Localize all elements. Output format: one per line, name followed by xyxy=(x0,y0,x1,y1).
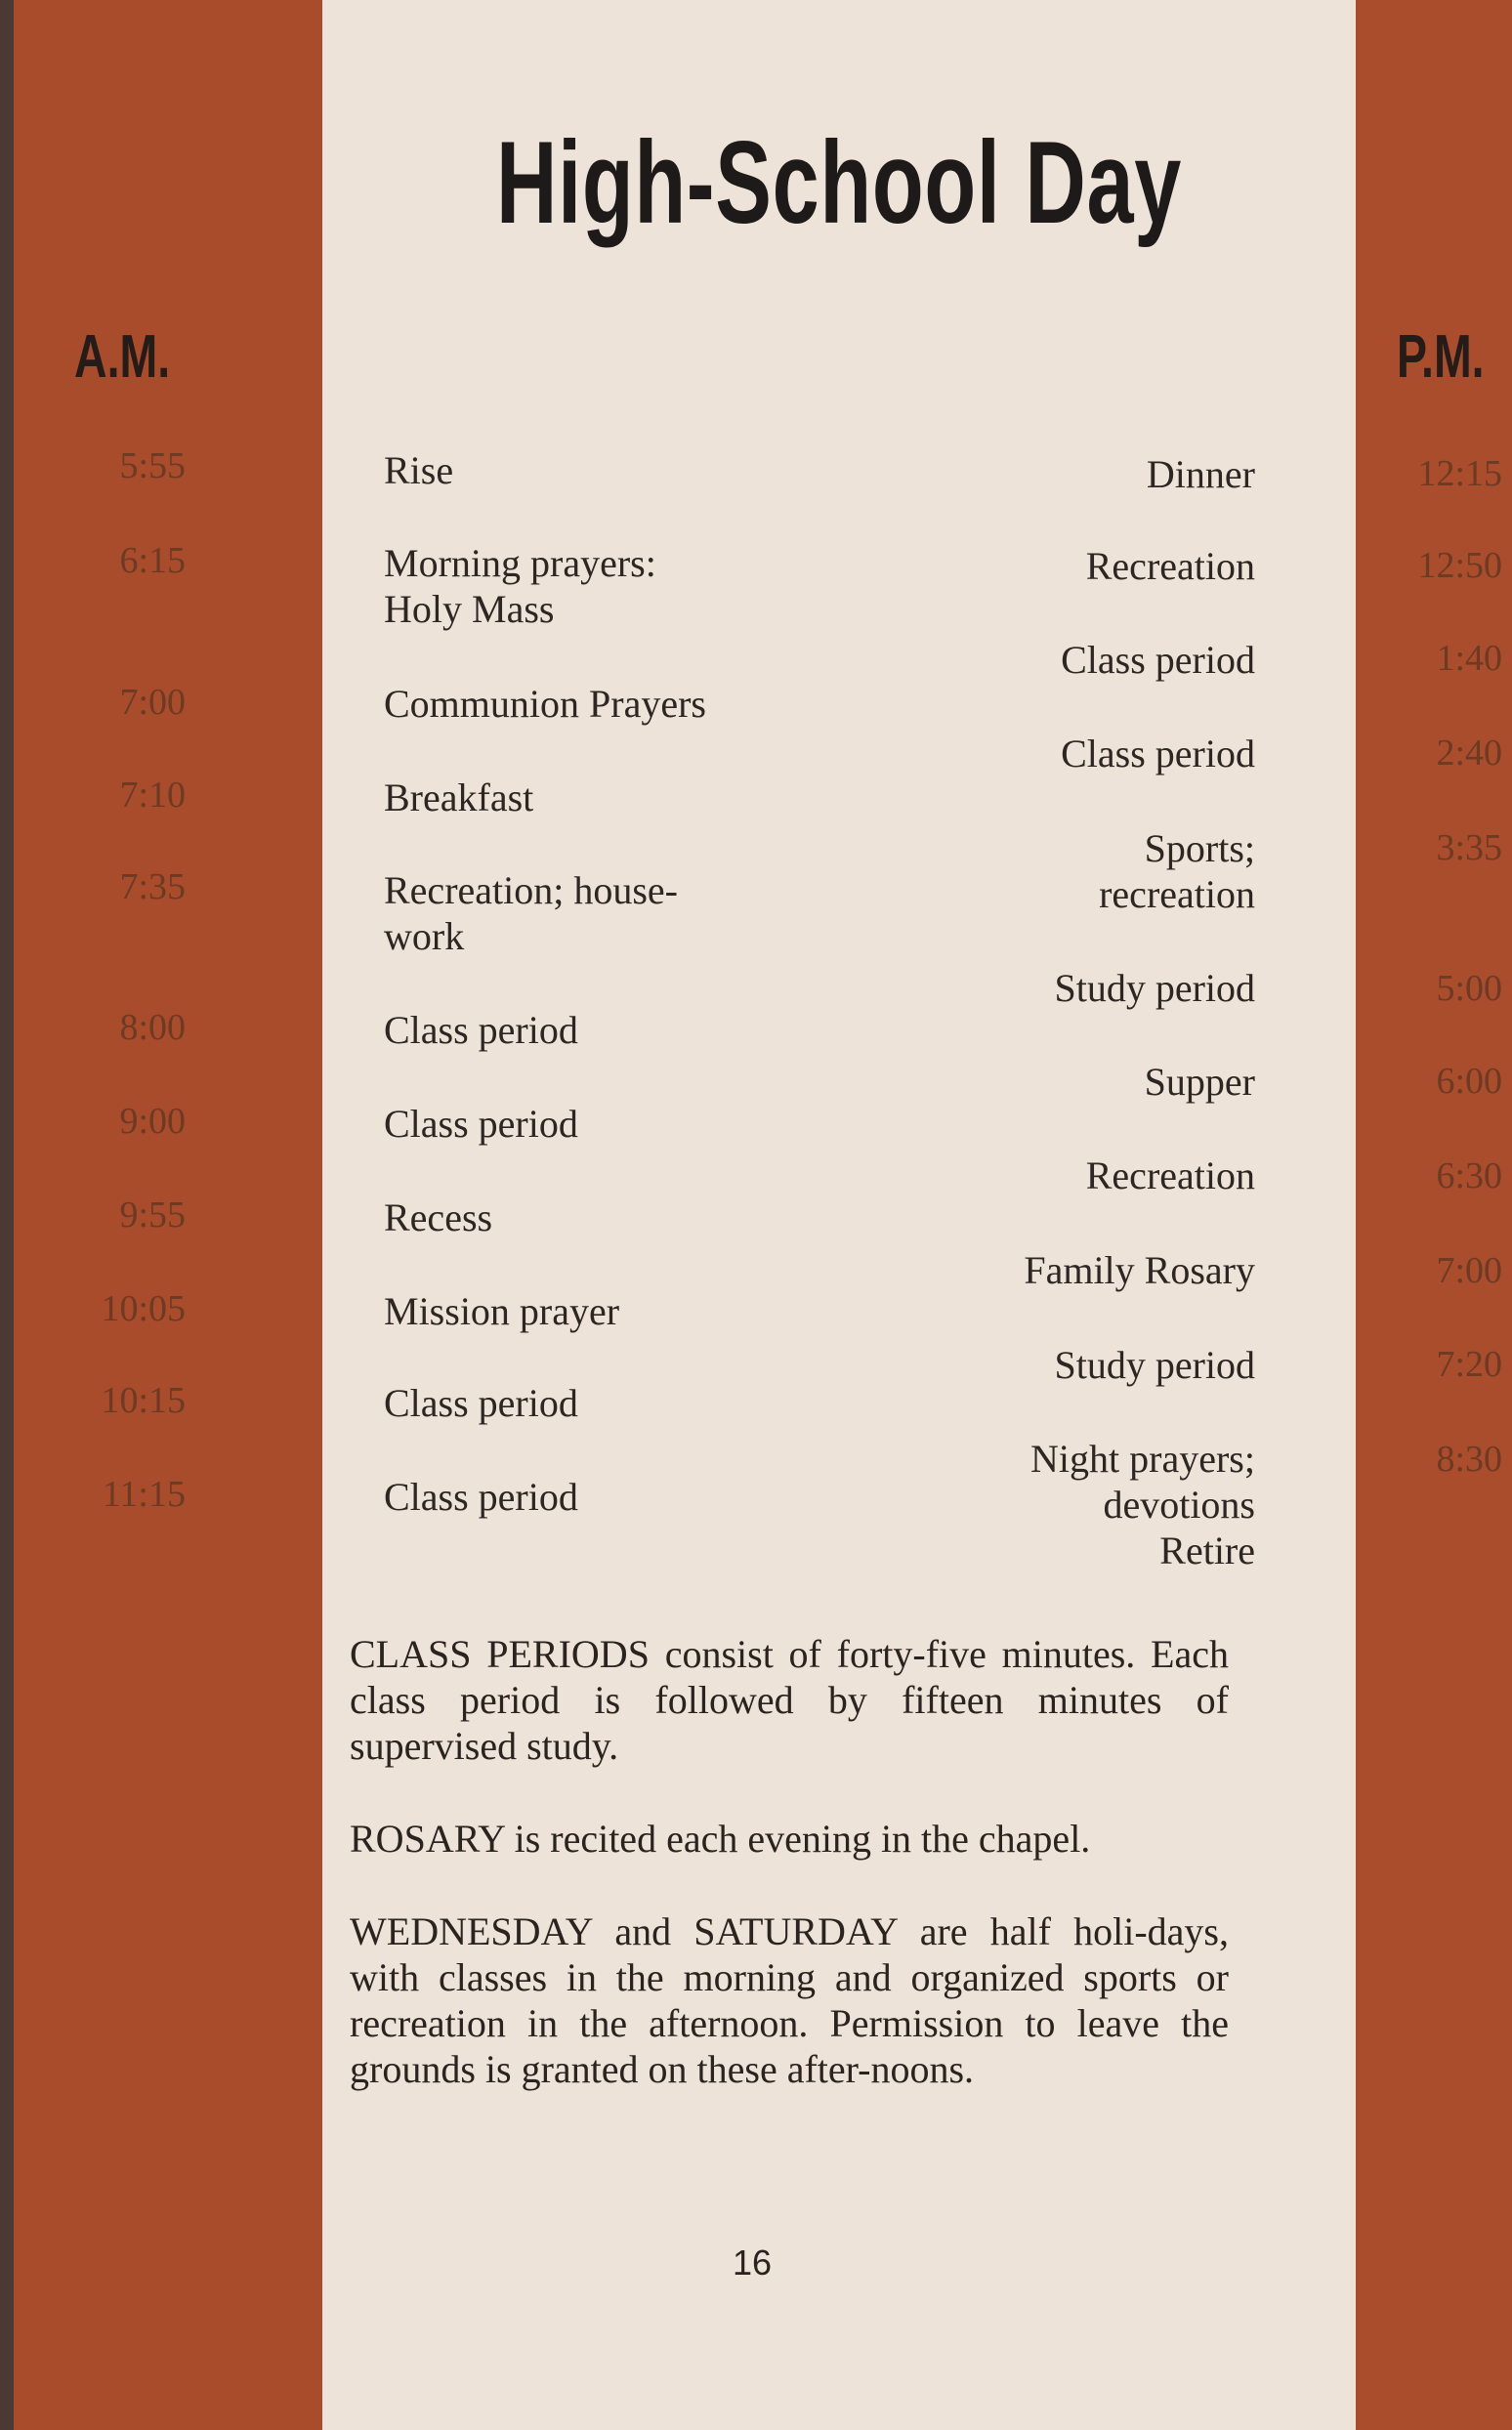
pm-activity: Sports; recreation xyxy=(1099,826,1255,916)
am-activity: Class period xyxy=(384,1008,578,1052)
am-activity: Class period xyxy=(384,1475,578,1519)
am-activity: Mission prayer xyxy=(384,1289,620,1333)
pm-time: 7:00 xyxy=(1436,1250,1502,1291)
am-activity: Communion Prayers xyxy=(384,682,706,726)
pm-activity: Study period xyxy=(1054,966,1255,1010)
am-time: 7:35 xyxy=(119,866,186,907)
am-time: 8:00 xyxy=(119,1007,186,1048)
pm-heading: P.M. xyxy=(1397,323,1485,391)
am-activity: Class period xyxy=(384,1381,578,1425)
am-activity: Recreation; house- work xyxy=(384,868,678,958)
am-time: 11:15 xyxy=(102,1474,186,1515)
pm-time: 12:15 xyxy=(1417,453,1502,494)
pm-activity: Class period xyxy=(1061,732,1255,775)
pm-time: 1:40 xyxy=(1436,638,1502,679)
am-time: 10:15 xyxy=(101,1380,186,1421)
am-activity: Rise xyxy=(384,448,454,492)
am-time: 9:55 xyxy=(119,1194,186,1236)
page-number: 16 xyxy=(732,2242,773,2283)
am-activity: Morning prayers: Holy Mass xyxy=(384,541,656,631)
pm-time: 6:30 xyxy=(1436,1155,1502,1196)
pm-time: 2:40 xyxy=(1436,733,1502,774)
pm-activity: Dinner xyxy=(1146,452,1255,496)
class-periods-note: CLASS PERIODS consist of forty-five minutes. Each class period is followed by fifteen minutes of supervised study. xyxy=(350,1632,1229,1768)
pm-activity: Supper xyxy=(1144,1060,1255,1104)
am-time: 9:00 xyxy=(119,1101,186,1142)
pm-time: 12:50 xyxy=(1417,545,1502,586)
pm-activity: Night prayers; devotions Retire xyxy=(1030,1437,1255,1572)
am-heading: A.M. xyxy=(74,323,171,391)
pm-activity: Study period xyxy=(1054,1343,1255,1387)
am-time: 7:10 xyxy=(119,775,186,816)
am-time: 5:55 xyxy=(119,445,186,486)
pm-activity: Class period xyxy=(1061,638,1255,682)
pm-time: 8:30 xyxy=(1436,1439,1502,1480)
pm-activity: Family Rosary xyxy=(1024,1248,1255,1292)
notes-section xyxy=(350,1631,1229,2139)
am-time: 6:15 xyxy=(119,540,186,581)
page-title: High-School Day xyxy=(495,117,1183,248)
half-holidays-note: WEDNESDAY and SATURDAY are half holi-days, with classes in the morning and organized sports or recreation in the afternoon. Permission to leave the grounds is granted on these after-noons. xyxy=(350,1909,1229,2091)
pm-activity: Recreation xyxy=(1085,1153,1255,1197)
pm-time: 6:00 xyxy=(1436,1061,1502,1102)
rosary-note: ROSARY is recited each evening in the chapel. xyxy=(350,1817,1091,1861)
am-time: 10:05 xyxy=(101,1288,186,1329)
am-time: 7:00 xyxy=(119,682,186,723)
am-activity: Recess xyxy=(384,1195,493,1239)
pm-activity: Recreation xyxy=(1085,544,1255,588)
pm-time: 5:00 xyxy=(1436,968,1502,1009)
pm-time: 7:20 xyxy=(1436,1344,1502,1385)
am-activity: Class period xyxy=(384,1102,578,1146)
pm-time: 3:35 xyxy=(1436,827,1502,868)
am-activity: Breakfast xyxy=(384,775,534,819)
binding-edge xyxy=(0,0,14,2430)
